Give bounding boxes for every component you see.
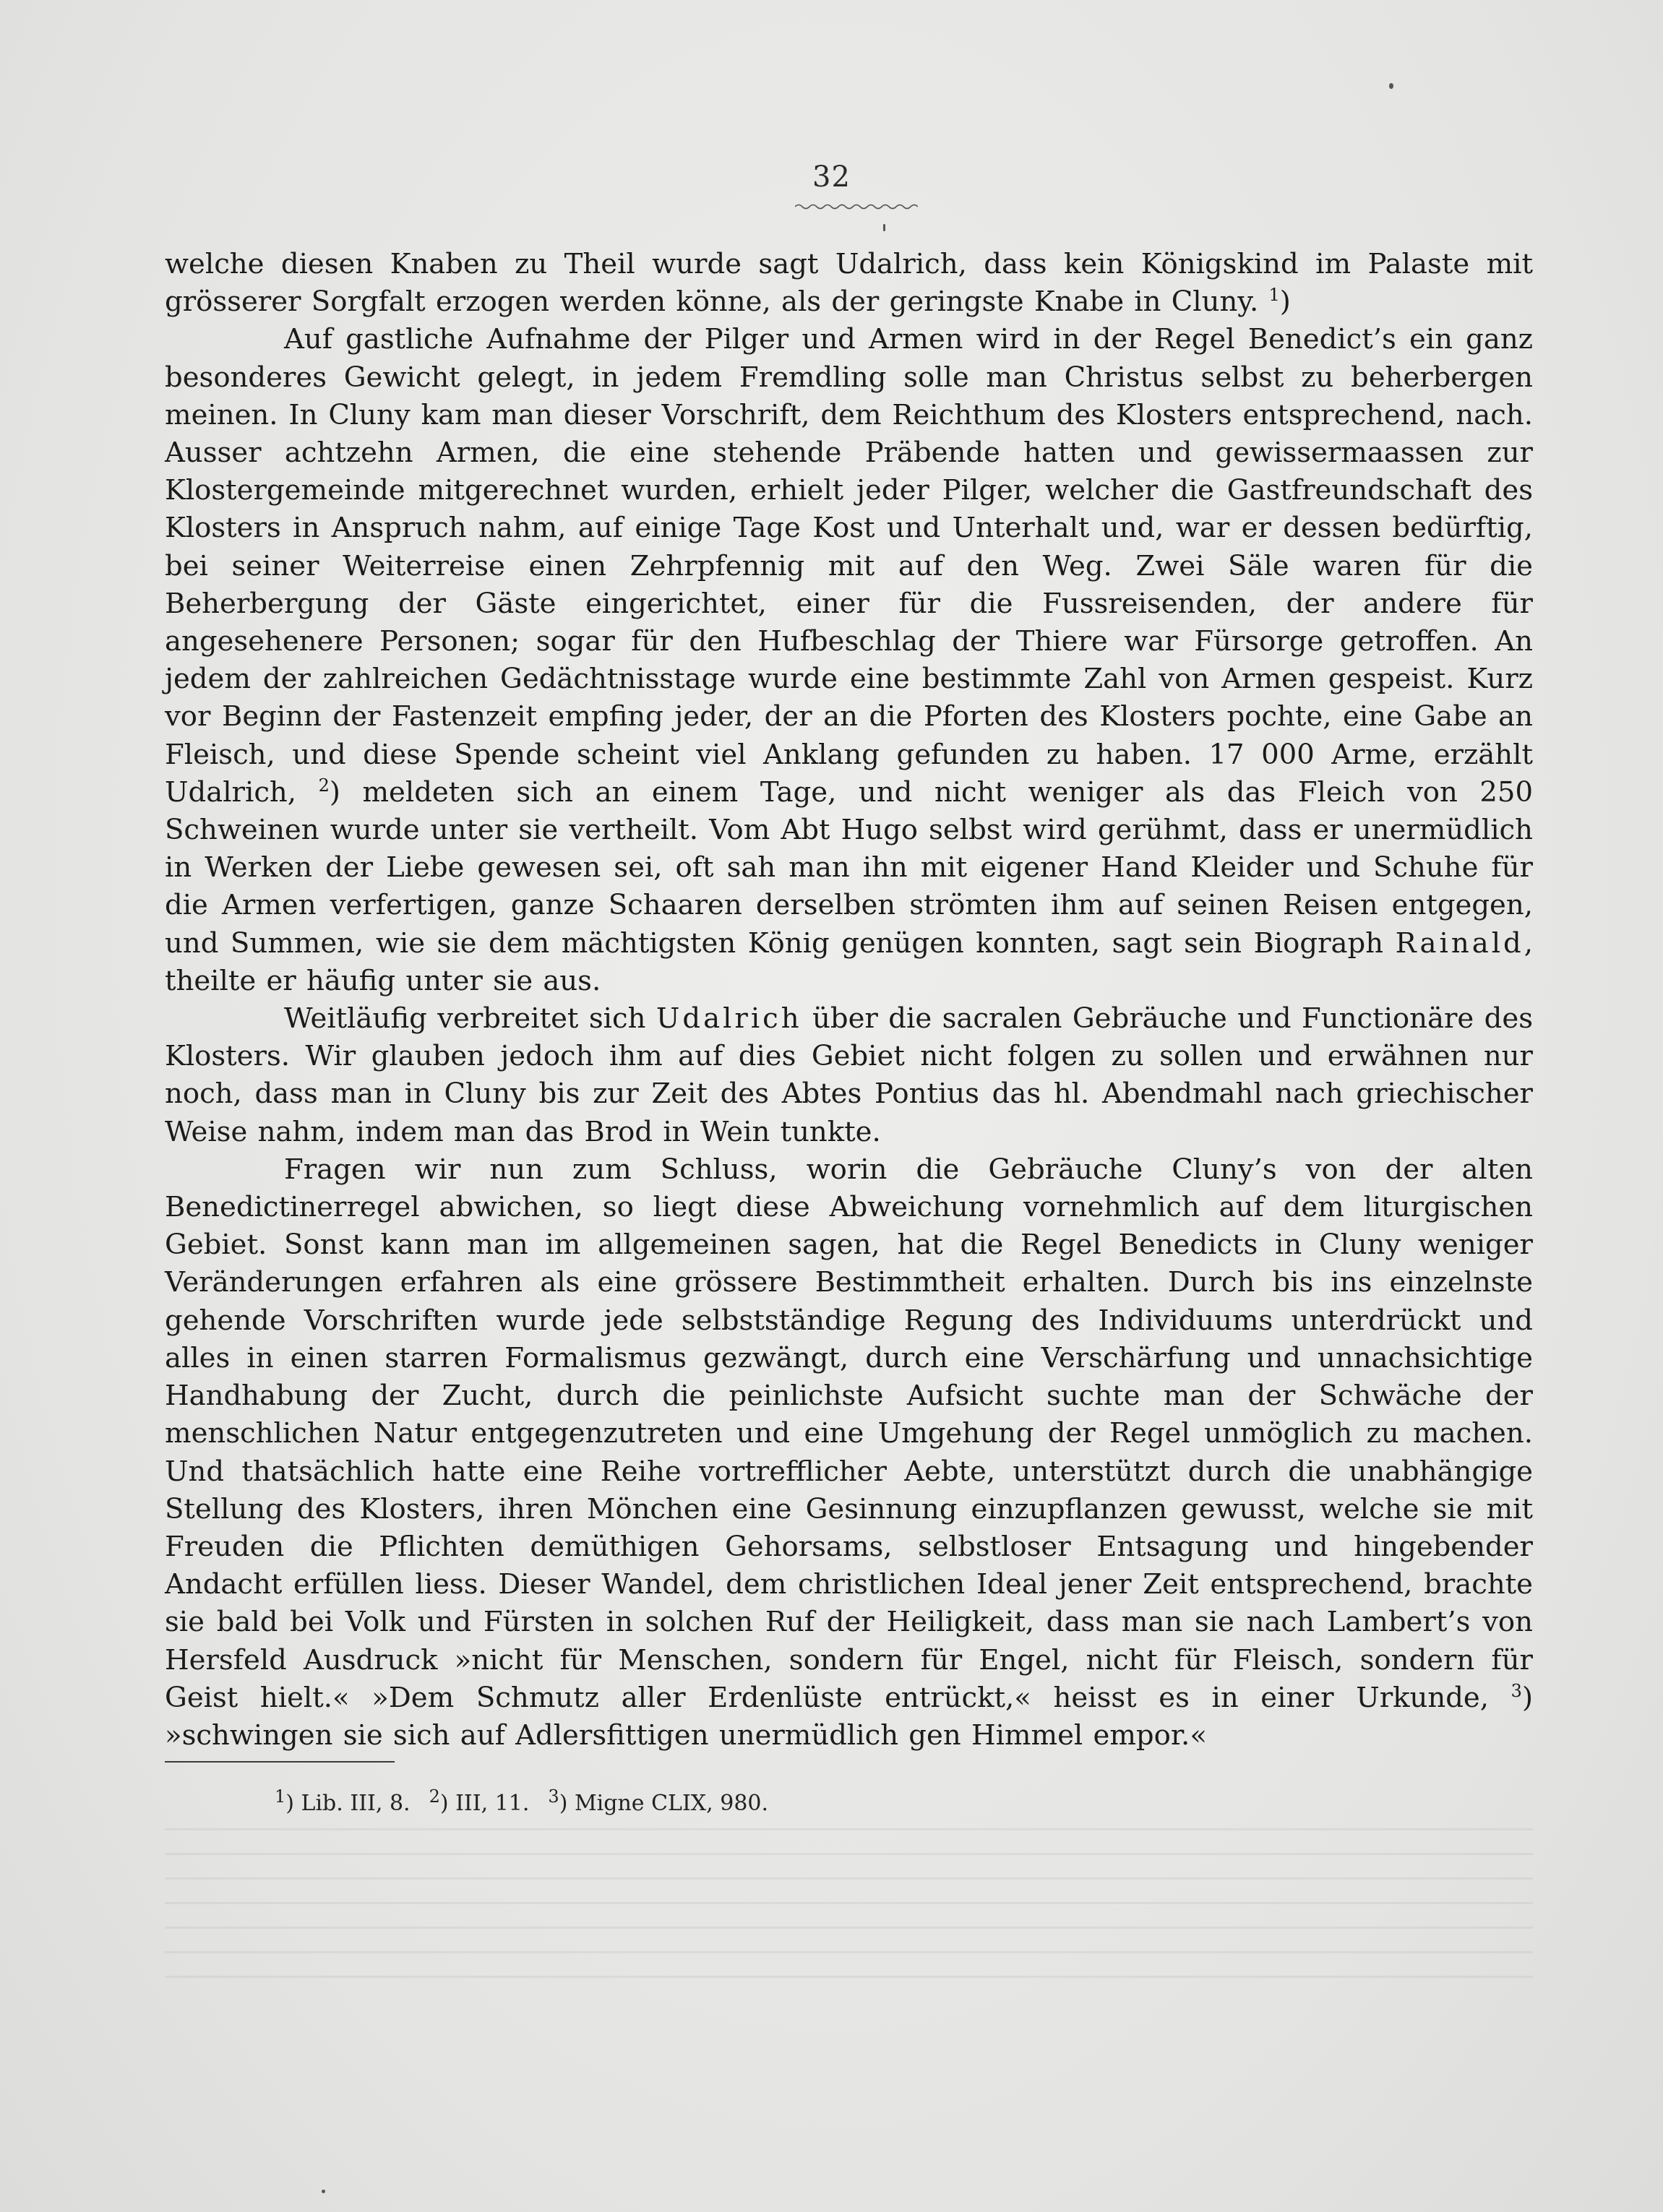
- text-run: ): [1279, 285, 1291, 319]
- footnote: [275, 1786, 411, 1816]
- show-through-texture: [165, 1828, 1533, 1994]
- footnote-text: ) III, 11.: [439, 1791, 530, 1816]
- wavy-rule-ornament-icon: [795, 202, 918, 211]
- paragraph: [165, 1151, 1533, 1755]
- text-run: Auf gastliche Aufnahme der Pilger und Armen wird in der Regel Benedict’s ein ganz besonderes Gewicht gelegt, in jedem Fremdling solle man Christus selbst zu beherbergen meinen. In Cluny kam man dieser Vorschrift, dem Reichthum des Klosters entsprechend, nach. Ausser achtzehn Armen, die eine stehende Präbende hatten und gewissermaassen zur Klostergemeinde mitgerechnet wurden, erhielt jeder Pilger, welcher die Gastfreundschaft des Klosters in Anspruch nahm, auf einige Tage Kost und Unterhalt und, war er dessen bedürftig, bei seiner Weiterreise einen Zehrpfennig mit auf den Weg. Zwei Säle waren für die Beherbergung der Gäste eingerichtet, einer für die Fussreisenden, der andere für angesehenere Personen; sogar für den Hufbeschlag der Thiere war Fürsorge getroffen. An jedem der zahlreichen Gedächtnisstage wurde eine bestimmte Zahl von Armen gespeist. Kurz vor Beginn der Fastenzeit empfing jeder, der an die Pforten des Klosters pochte, eine Gabe an Fleisch, und diese Spende scheint viel Anklang gefunden zu haben. 17 000 Arme, erzählt Udalrich,: [165, 323, 1533, 809]
- footnote-text: ) Migne CLIX, 980.: [559, 1791, 769, 1816]
- text-run: ) meldeten sich an einem Tage, und nicht weniger als das Fleich von 250 Schweinen wurde unter sie vertheilt. Vom Abt Hugo selbst wird gerühmt, dass er unermüdlich in Werken der Liebe gewesen sei, oft sah man ihn mit eigener Hand Kleider und Schuhe für die Armen verfertigen, ganze Schaaren derselben strömten ihm auf seinen Reisen entgegen, und Summen, wie sie dem mächtigsten König genügen konnten, sagt sein Biograph: [165, 775, 1533, 960]
- footnote: [548, 1786, 769, 1816]
- footnote-mark: 1: [275, 1786, 286, 1807]
- paper-speck: [322, 2190, 325, 2193]
- text-run: über die sacralen Gebräuche und Functionäre des Klosters. Wir glauben jedoch ihm auf dies Gebiet nicht folgen zu sollen und erwähnen nur noch, dass man in Cluny bis zur Zeit des Abtes Pontius das hl. Abendmahl nach griechischer Weise nahm, indem man das Brod in Wein tunkte.: [165, 1002, 1533, 1148]
- footnote-text: ) Lib. III, 8.: [285, 1791, 411, 1816]
- spaced-name: Udalrich: [656, 1002, 802, 1036]
- paragraph: [165, 321, 1533, 1000]
- footnote-reference: 3: [1511, 1680, 1522, 1701]
- text-run: welche diesen Knaben zu Theil wurde sagt Udalrich, dass kein Königskind im Palaste mit grösserer Sorgfalt erzogen werden könne, als der geringste Knabe in Cluny.: [165, 248, 1533, 319]
- spaced-name: Rainald: [1395, 926, 1524, 960]
- paper-speck: [883, 224, 885, 231]
- text-run: , theilte er häufig unter sie aus.: [165, 926, 1533, 997]
- paragraph: [165, 246, 1533, 321]
- footnote-mark: 2: [429, 1786, 440, 1807]
- footnote: [429, 1786, 530, 1816]
- text-run: Weitläufig verbreitet sich: [284, 1002, 656, 1036]
- text-run: Fragen wir nun zum Schluss, worin die Gebräuche Cluny’s von der alten Benedictinerregel abwichen, so liegt diese Abweichung vornehmlich auf dem liturgischen Gebiet. Sonst kann man im allgemeinen sagen, hat die Regel Benedicts in Cluny weniger Veränderungen erfahren als eine grössere Bestimmtheit erhalten. Durch bis ins einzelnste gehende Vorschriften wurde jede selbstständige Regung des Individuums unterdrückt und alles in einen starren Formalismus gezwängt, durch eine Verschärfung und unnachsichtige Handhabung der Zucht, durch die peinlichste Aufsicht suchte man der Schwäche der menschlichen Natur entgegenzutreten und eine Umgehung der Regel unmöglich zu machen. Und thatsächlich hatte eine Reihe vortrefflicher Aebte, unterstützt durch die unabhängige Stellung des Klosters, ihren Mönchen eine Gesinnung einzupflanzen gewusst, welche sie mit Freuden die Pflichten demüthigen Gehorsams, selbstloser Entsagung und hingebender Andacht erfüllen liess. Dieser Wandel, dem christlichen Ideal jener Zeit entsprechend, brachte sie bald bei Volk und Fürsten in solchen Ruf der Heiligkeit, dass man sie nach Lambert’s von Hersfeld Ausdruck »nicht für Menschen, sondern für Engel, nicht für Fleisch, sondern für Geist hielt.« »Dem Schmutz aller Erdenlüste entrückt,« heisst es in einer Urkunde,: [165, 1153, 1533, 1714]
- footnote-reference: 1: [1268, 285, 1280, 306]
- main-text: [165, 246, 1533, 1755]
- text-run: ) »schwingen sie sich auf Adlersfittigen unermüdlich gen Himmel empor.«: [165, 1681, 1533, 1752]
- paper-speck: [1389, 83, 1393, 89]
- paragraph: [165, 1000, 1533, 1151]
- footnote-reference: 2: [318, 775, 330, 796]
- footnotes: [275, 1786, 787, 1818]
- footnote-separator: [165, 1761, 395, 1763]
- footnote-mark: 3: [548, 1786, 559, 1807]
- page-number: 32: [812, 160, 851, 194]
